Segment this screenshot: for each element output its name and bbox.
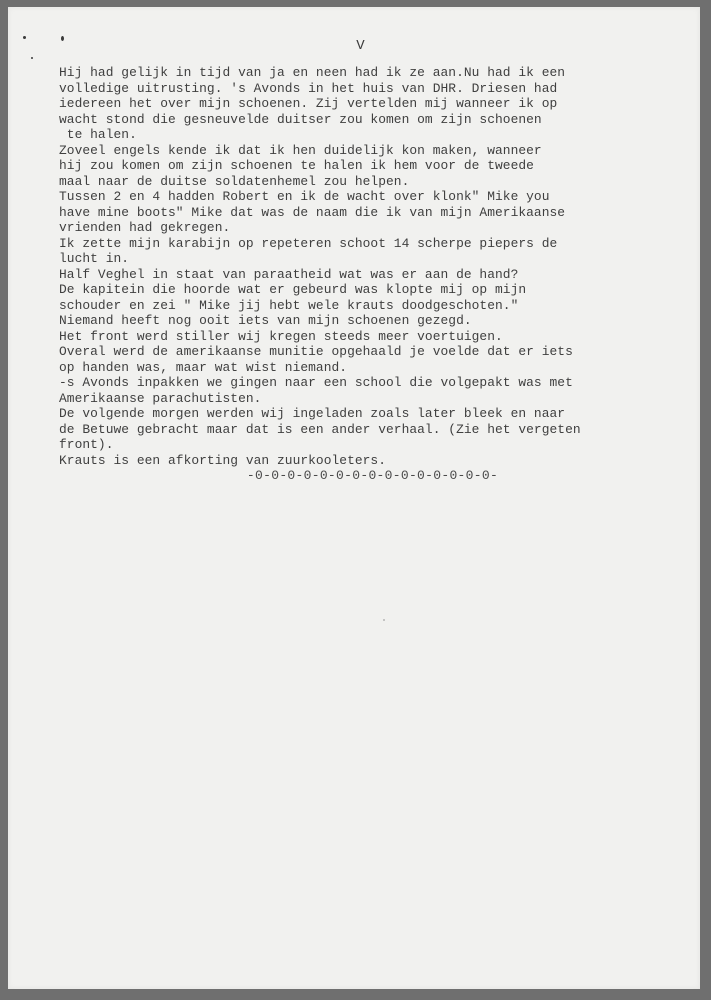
ink-speck <box>383 619 385 621</box>
text-line: Krauts is een afkorting van zuurkooleters. <box>59 452 386 468</box>
text-line: lucht in. <box>59 251 130 266</box>
text-line: Het front werd stiller wij kregen steeds meer voertuigen. <box>59 328 503 344</box>
text-line: -s Avonds inpakken we gingen naar een school die volgepakt was met <box>59 375 573 390</box>
text-line: de Betuwe gebracht maar dat is een ander verhaal. (Zie het vergeten <box>59 421 581 437</box>
text-line: op handen was, maar wat wist niemand. <box>59 359 348 375</box>
page-number: V <box>356 38 365 54</box>
text-line: De volgende morgen werden wij ingeladen zoals later bleek en naar <box>59 406 566 421</box>
text-line: front). <box>59 437 114 452</box>
text-line: have mine boots" Mike dat was de naam die ik van mijn Amerikaanse <box>59 204 566 220</box>
text-line: Zoveel engels kende ik dat ik hen duidelijk kon maken, wanneer <box>59 142 542 158</box>
text-line: Tussen 2 en 4 hadden Robert en ik de wacht over klonk" Mike you <box>59 189 550 204</box>
text-line: volledige uitrusting. 's Avonds in het huis van DHR. Driesen had <box>59 80 558 96</box>
text-line: Amerikaanse parachutisten. <box>59 390 262 406</box>
text-line: wacht stond die gesneuvelde duitser zou komen om zijn schoenen <box>59 111 542 127</box>
text-line: schouder en zei " Mike jij hebt wele krauts doodgeschoten." <box>59 297 519 313</box>
text-line: Ik zette mijn karabijn op repeteren schoot 14 scherpe piepers de <box>59 235 558 251</box>
text-line: te halen. <box>59 127 137 142</box>
text-line: Overal werd de amerikaanse munitie opgehaald je voelde dat er iets <box>59 344 573 359</box>
ink-speck <box>31 57 33 59</box>
text-line: maal naar de duitse soldatenhemel zou helpen. <box>59 173 410 189</box>
text-line: De kapitein die hoorde wat er gebeurd was klopte mij op mijn <box>59 282 527 297</box>
text-line: vrienden had gekregen. <box>59 220 231 235</box>
text-line: Niemand heeft nog ooit iets van mijn schoenen gezegd. <box>59 313 472 328</box>
text-line: hij zou komen om zijn schoenen te halen ik hem voor de tweede <box>59 158 534 173</box>
typed-body-text <box>59 65 674 468</box>
section-divider: -0-0-0-0-0-0-0-0-0-0-0-0-0-0-0- <box>246 468 499 483</box>
text-line: Half Veghel in staat van paraatheid wat was er aan de hand? <box>59 266 519 282</box>
text-line: iedereen het over mijn schoenen. Zij vertelden mij wanneer ik op <box>59 96 558 111</box>
text-line: Hij had gelijk in tijd van ja en neen had ik ze aan.Nu had ik een <box>59 65 566 80</box>
